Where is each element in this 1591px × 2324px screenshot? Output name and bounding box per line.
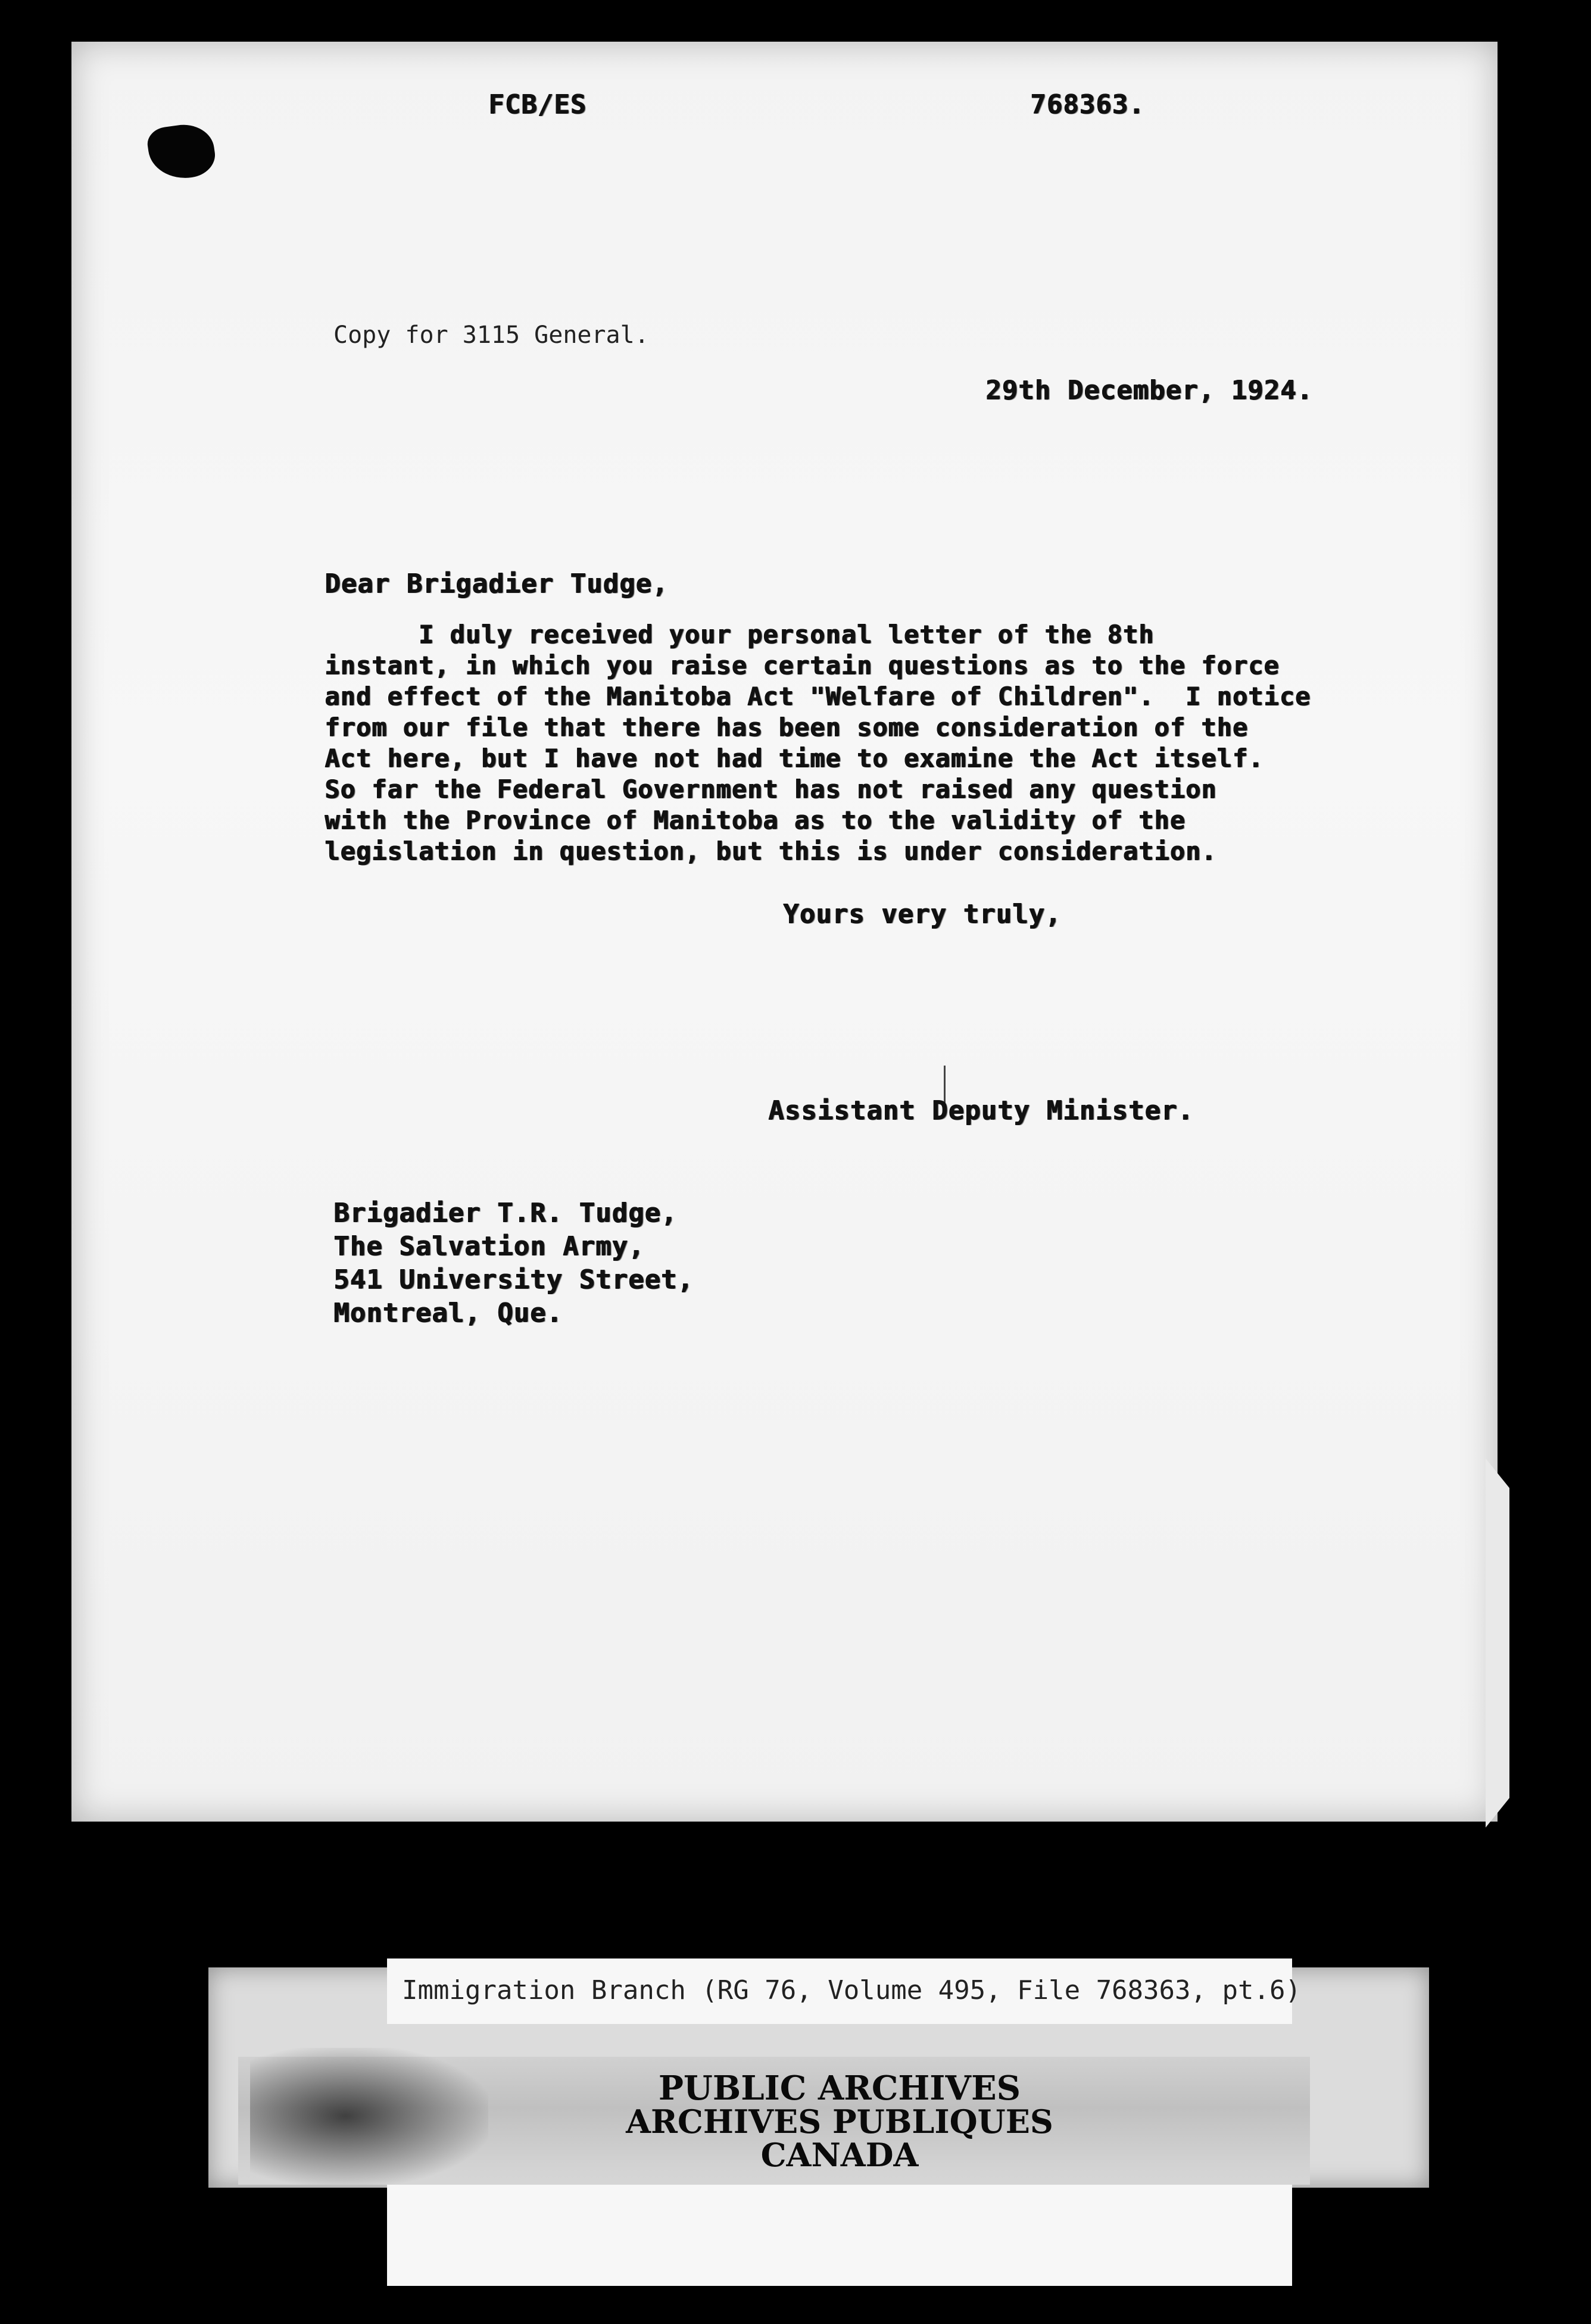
tape-smudge — [250, 2048, 488, 2185]
closing: Yours very truly, — [783, 899, 1062, 929]
copy-note: Copy for 3115 General. — [333, 321, 649, 349]
stamp-line-3: CANADA — [760, 2136, 919, 2174]
letter-body: I duly received your personal letter of the 8th instant, in which you raise certain questions as to the force and effect of the Manitoba Act "Welfare of Children". I notice from our file that there has been some consideration of the Act here, but I have not had time to examine the Act itself. So far the Federal Government has not raised any question with the Province of Manitoba as to the validity of the legislation in question, but this is under consideration. — [325, 620, 1311, 866]
letter-date: 29th December, 1924. — [985, 375, 1313, 405]
signature-title: Assistant Deputy Minister. — [768, 1095, 1194, 1126]
stamp-line-2: ARCHIVES PUBLIQUES — [626, 2103, 1053, 2141]
archives-stamp — [589, 2069, 1090, 2174]
reference-initials: FCB/ES — [488, 89, 587, 120]
recipient-address: Brigadier T.R. Tudge, The Salvation Army, 541 University Street, Montreal, Que. — [333, 1198, 694, 1328]
salutation: Dear Brigadier Tudge, — [325, 568, 669, 599]
stamp-line-1: PUBLIC ARCHIVES — [658, 2069, 1021, 2108]
archive-reference: Immigration Branch (RG 76, Volume 495, File 768363, pt.6) — [402, 1975, 1301, 2006]
archive-label-bottom — [387, 2185, 1292, 2286]
archive-reference-card — [387, 1958, 1301, 2024]
file-number: 768363. — [1030, 89, 1145, 120]
letter-page — [71, 42, 1498, 1822]
